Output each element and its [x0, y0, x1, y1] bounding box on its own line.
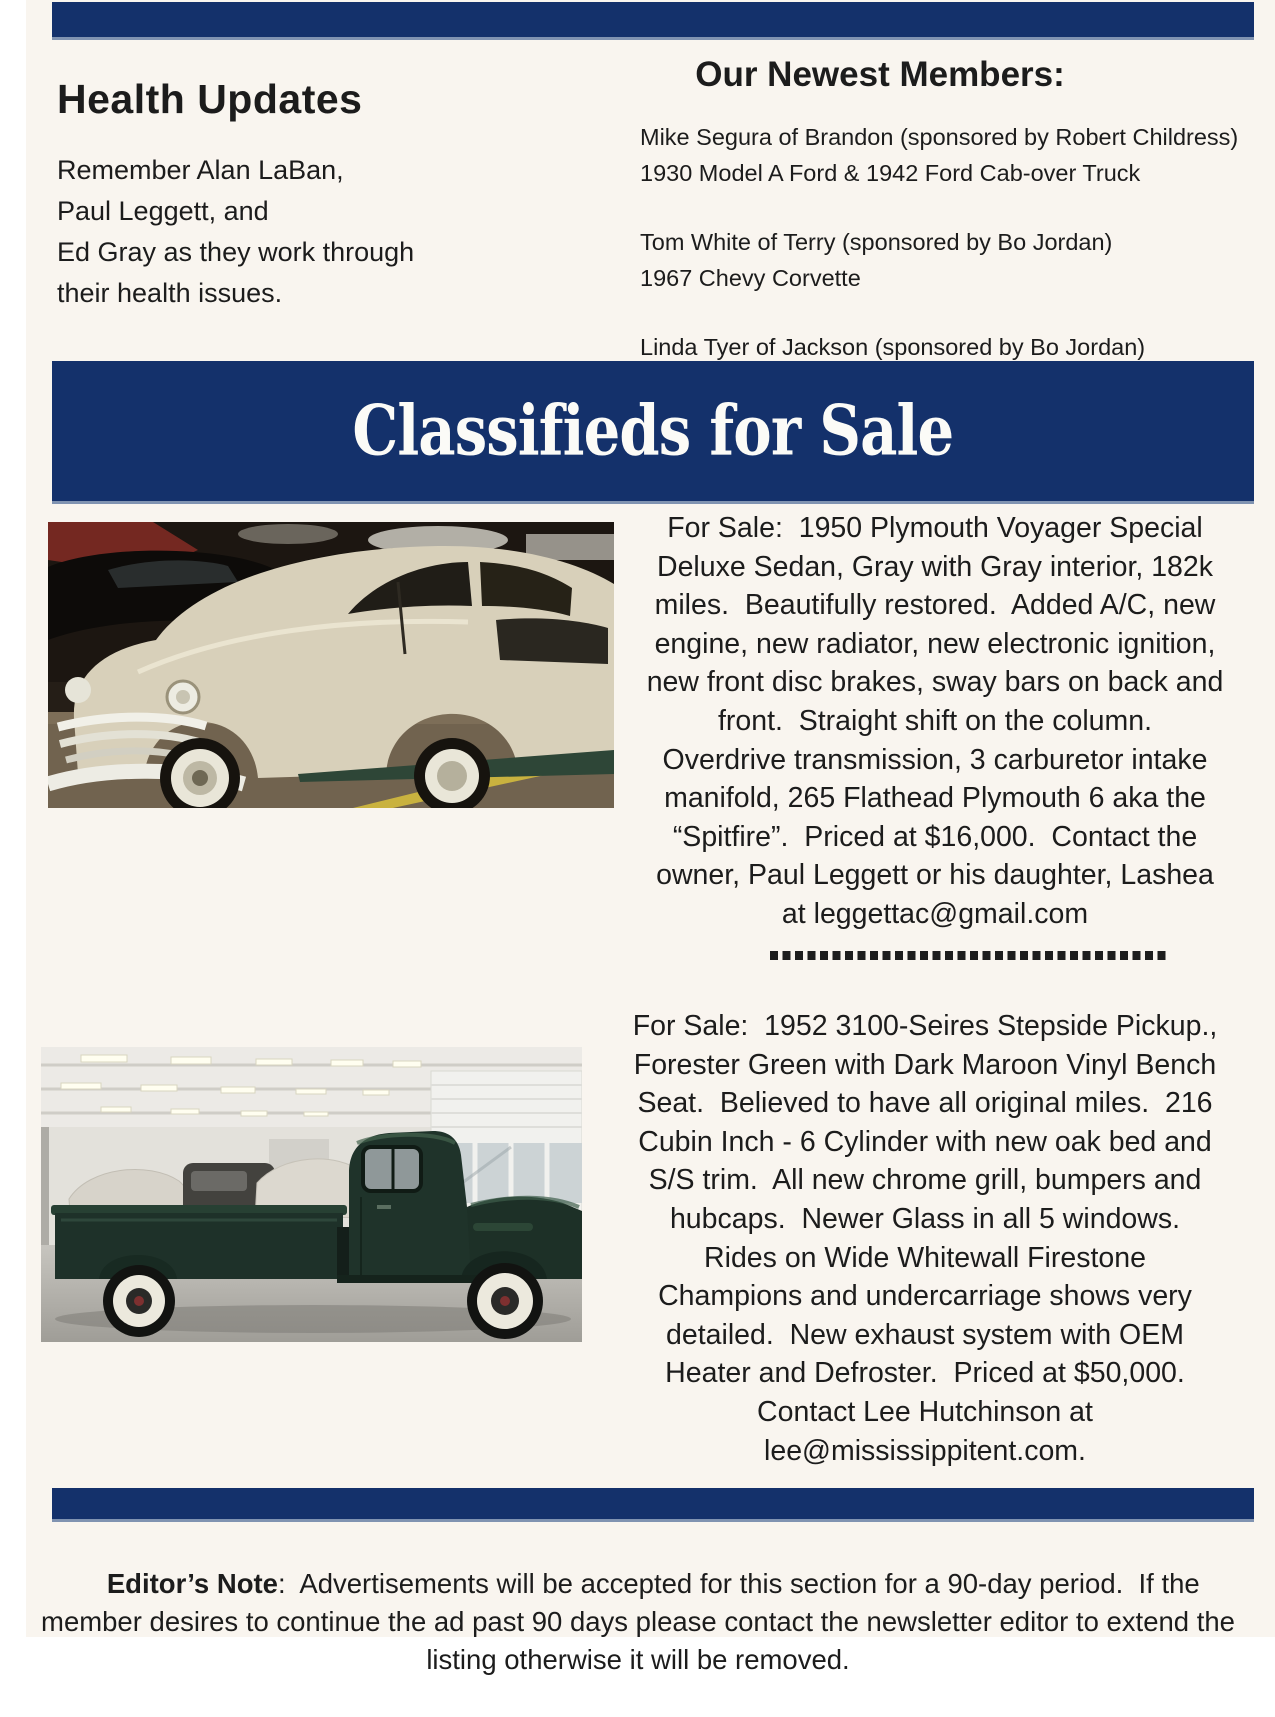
chevy-pickup-illustration	[41, 1047, 582, 1342]
editor-note-text: : Advertisements will be accepted for this section for a 90-day period. If the member desires to continue the ad past 90 days please contact the newsletter editor to extend the listing otherwise it will be removed.	[41, 1568, 1243, 1675]
member-vehicle: 1930 Model A Ford & 1942 Ford Cab-over Truck	[640, 160, 1141, 186]
classifieds-banner-title: Classifieds for Sale	[352, 390, 954, 472]
member-name: Linda Tyer of Jackson (sponsored by Bo Jordan)	[640, 334, 1146, 360]
newest-members-title: Our Newest Members:	[695, 55, 1065, 94]
listing-1-text: For Sale: 1950 Plymouth Voyager Special Deluxe Sedan, Gray with Gray interior, 182k miles. Beautifully restored. Added A/C, new engine, new radiator, new electronic ignition, new front disc brakes, sway bars on back and front. Straight shift on the column. Overdrive transmission, 3 carburetor intake manifold, 265 Flathead Plymouth 6 aka the “Spitfire”. Priced at $16,000. Contact the owner, Paul Leggett or his daughter, Lashea at leggettac@gmail.com	[646, 512, 1224, 930]
health-updates-body: Remember Alan LaBan, Paul Leggett, and Ed Gray as they work through their health issues.	[57, 155, 415, 308]
member-item	[640, 119, 1238, 191]
editor-note-label: Editor’s Note	[106, 1568, 278, 1599]
listing-2-text: For Sale: 1952 3100-Seires Stepside Pickup., Forester Green with Dark Maroon Vinyl Bench Seat. Believed to have all original miles. 216 Cubin Inch - 6 Cylinder with new oak bed and S/S trim. All new chrome grill, bumpers and hubcaps. Newer Glass in all 5 windows. Rides on Wide Whitewall Firestone Champions and undercarriage shows very detailed. New exhaust system with OEM Heater and Defroster. Priced at $50,000. Contact Lee Hutchinson at lee@mississippitent.com.	[632, 1010, 1218, 1467]
bottom-navy-bar	[52, 1488, 1254, 1522]
editor-note	[40, 1527, 1243, 1717]
member-item	[640, 224, 1238, 296]
member-name: Mike Segura of Brandon (sponsored by Robert Childress)	[640, 124, 1239, 150]
plymouth-sedan-photo	[48, 522, 614, 808]
top-navy-bar	[52, 2, 1254, 40]
chevy-pickup-photo	[41, 1047, 582, 1342]
member-vehicle: 1967 Chevy Corvette	[640, 265, 861, 291]
member-name: Tom White of Terry (sponsored by Bo Jordan)	[640, 229, 1113, 255]
health-updates-title: Health Updates	[57, 76, 363, 122]
classifieds-banner	[52, 361, 1254, 504]
dotted-divider	[770, 951, 1170, 960]
plymouth-sedan-illustration	[48, 522, 614, 808]
